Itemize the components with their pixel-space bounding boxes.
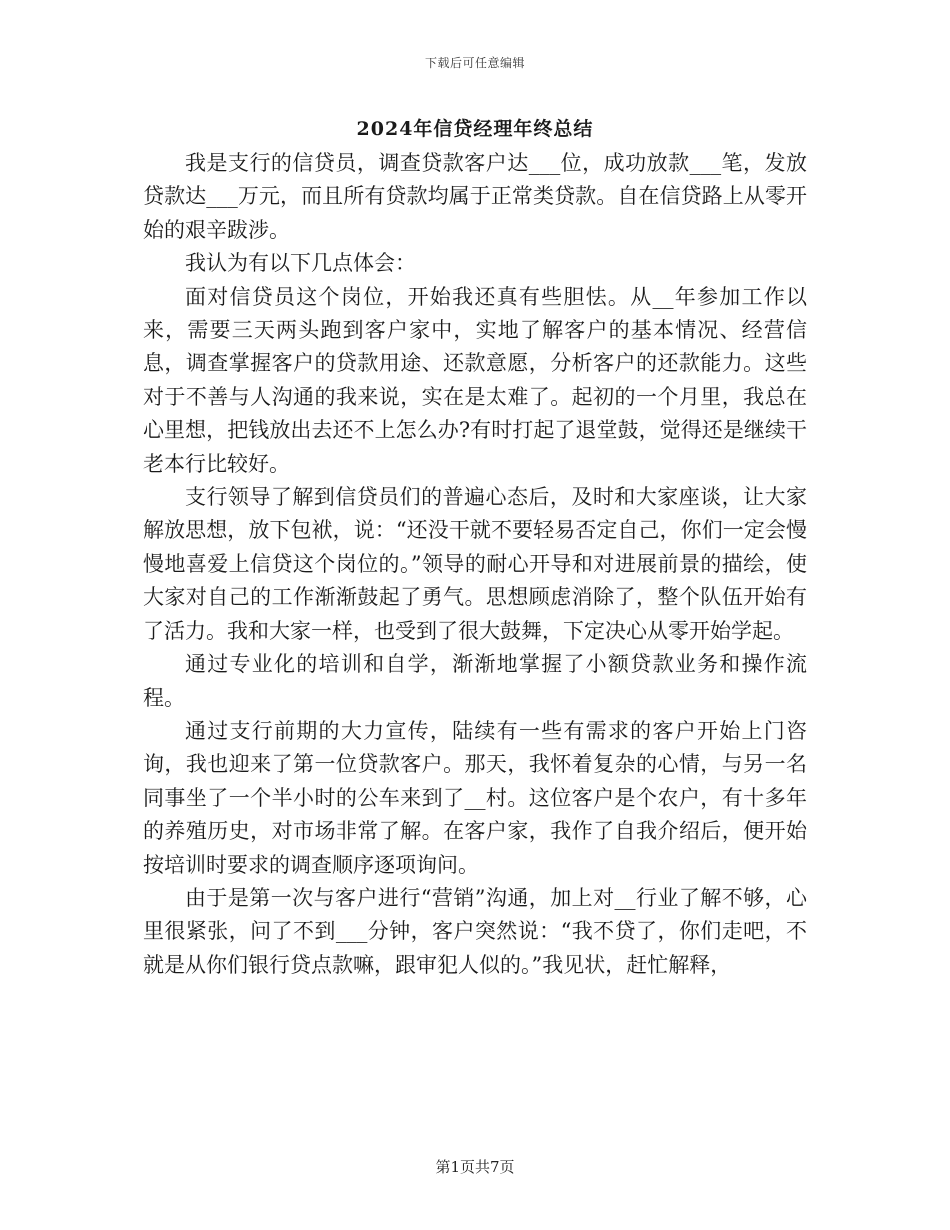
document-body xyxy=(143,147,807,982)
paragraph: 通过支行前期的大力宣传，陆续有一些有需求的客户开始上门咨询，我也迎来了第一位贷款客户。那天，我怀着复杂的心情，与另一名同事坐了一个半小时的公车来到了__村。这位客户是个农户，有十多年的养殖历史，对市场非常了解。在客户家，我作了自我介绍后，便开始按培训时要求的调查顺序逐项询问。 xyxy=(143,718,807,877)
paragraph: 支行领导了解到信贷员们的普遍心态后，及时和大家座谈，让大家解放思想，放下包袱，说：“还没干就不要轻易否定自己，你们一定会慢慢地喜爱上信贷这个岗位的。”领导的耐心开导和对进展前景的描绘，使大家对自己的工作渐渐鼓起了勇气。思想顾虑消除了，整个队伍开始有了活力。我和大家一样，也受到了很大鼓舞，下定决心从零开始学起。 xyxy=(143,485,807,643)
document-title: 2024年信贷经理年终总结 xyxy=(356,118,594,140)
paragraph: 我是支行的信贷员，调查贷款客户达___位，成功放款___笔，发放贷款达___万元，而且所有贷款均属于正常类贷款。自在信贷路上从零开始的艰辛跋涉。 xyxy=(143,151,807,242)
page-number: 第1页共7页 xyxy=(435,1158,515,1176)
paragraph: 通过专业化的培训和自学，渐渐地掌握了小额贷款业务和操作流程。 xyxy=(143,652,807,710)
paragraph: 面对信贷员这个岗位，开始我还真有些胆怯。从__年参加工作以来，需要三天两头跑到客户家中，实地了解客户的基本情况、经营信息，调查掌握客户的贷款用途、还款意愿，分析客户的还款能力。这些对于不善与人沟通的我来说，实在是太难了。起初的一个月里，我总在心里想，把钱放出去还不上怎么办?有时打起了退堂鼓，觉得还是继续干老本行比较好。 xyxy=(143,284,807,476)
paragraph: 由于是第一次与客户进行“营销”沟通，加上对__行业了解不够，心里很紧张，问了不到___分钟，客户突然说：“我不贷了，你们走吧，不就是从你们银行贷点款嘛，跟审犯人似的。”我见状，赶忙解释， xyxy=(143,885,807,977)
page-header-note: 下载后可任意编辑 xyxy=(424,56,525,70)
paragraph: 我认为有以下几点体会： xyxy=(185,251,416,276)
